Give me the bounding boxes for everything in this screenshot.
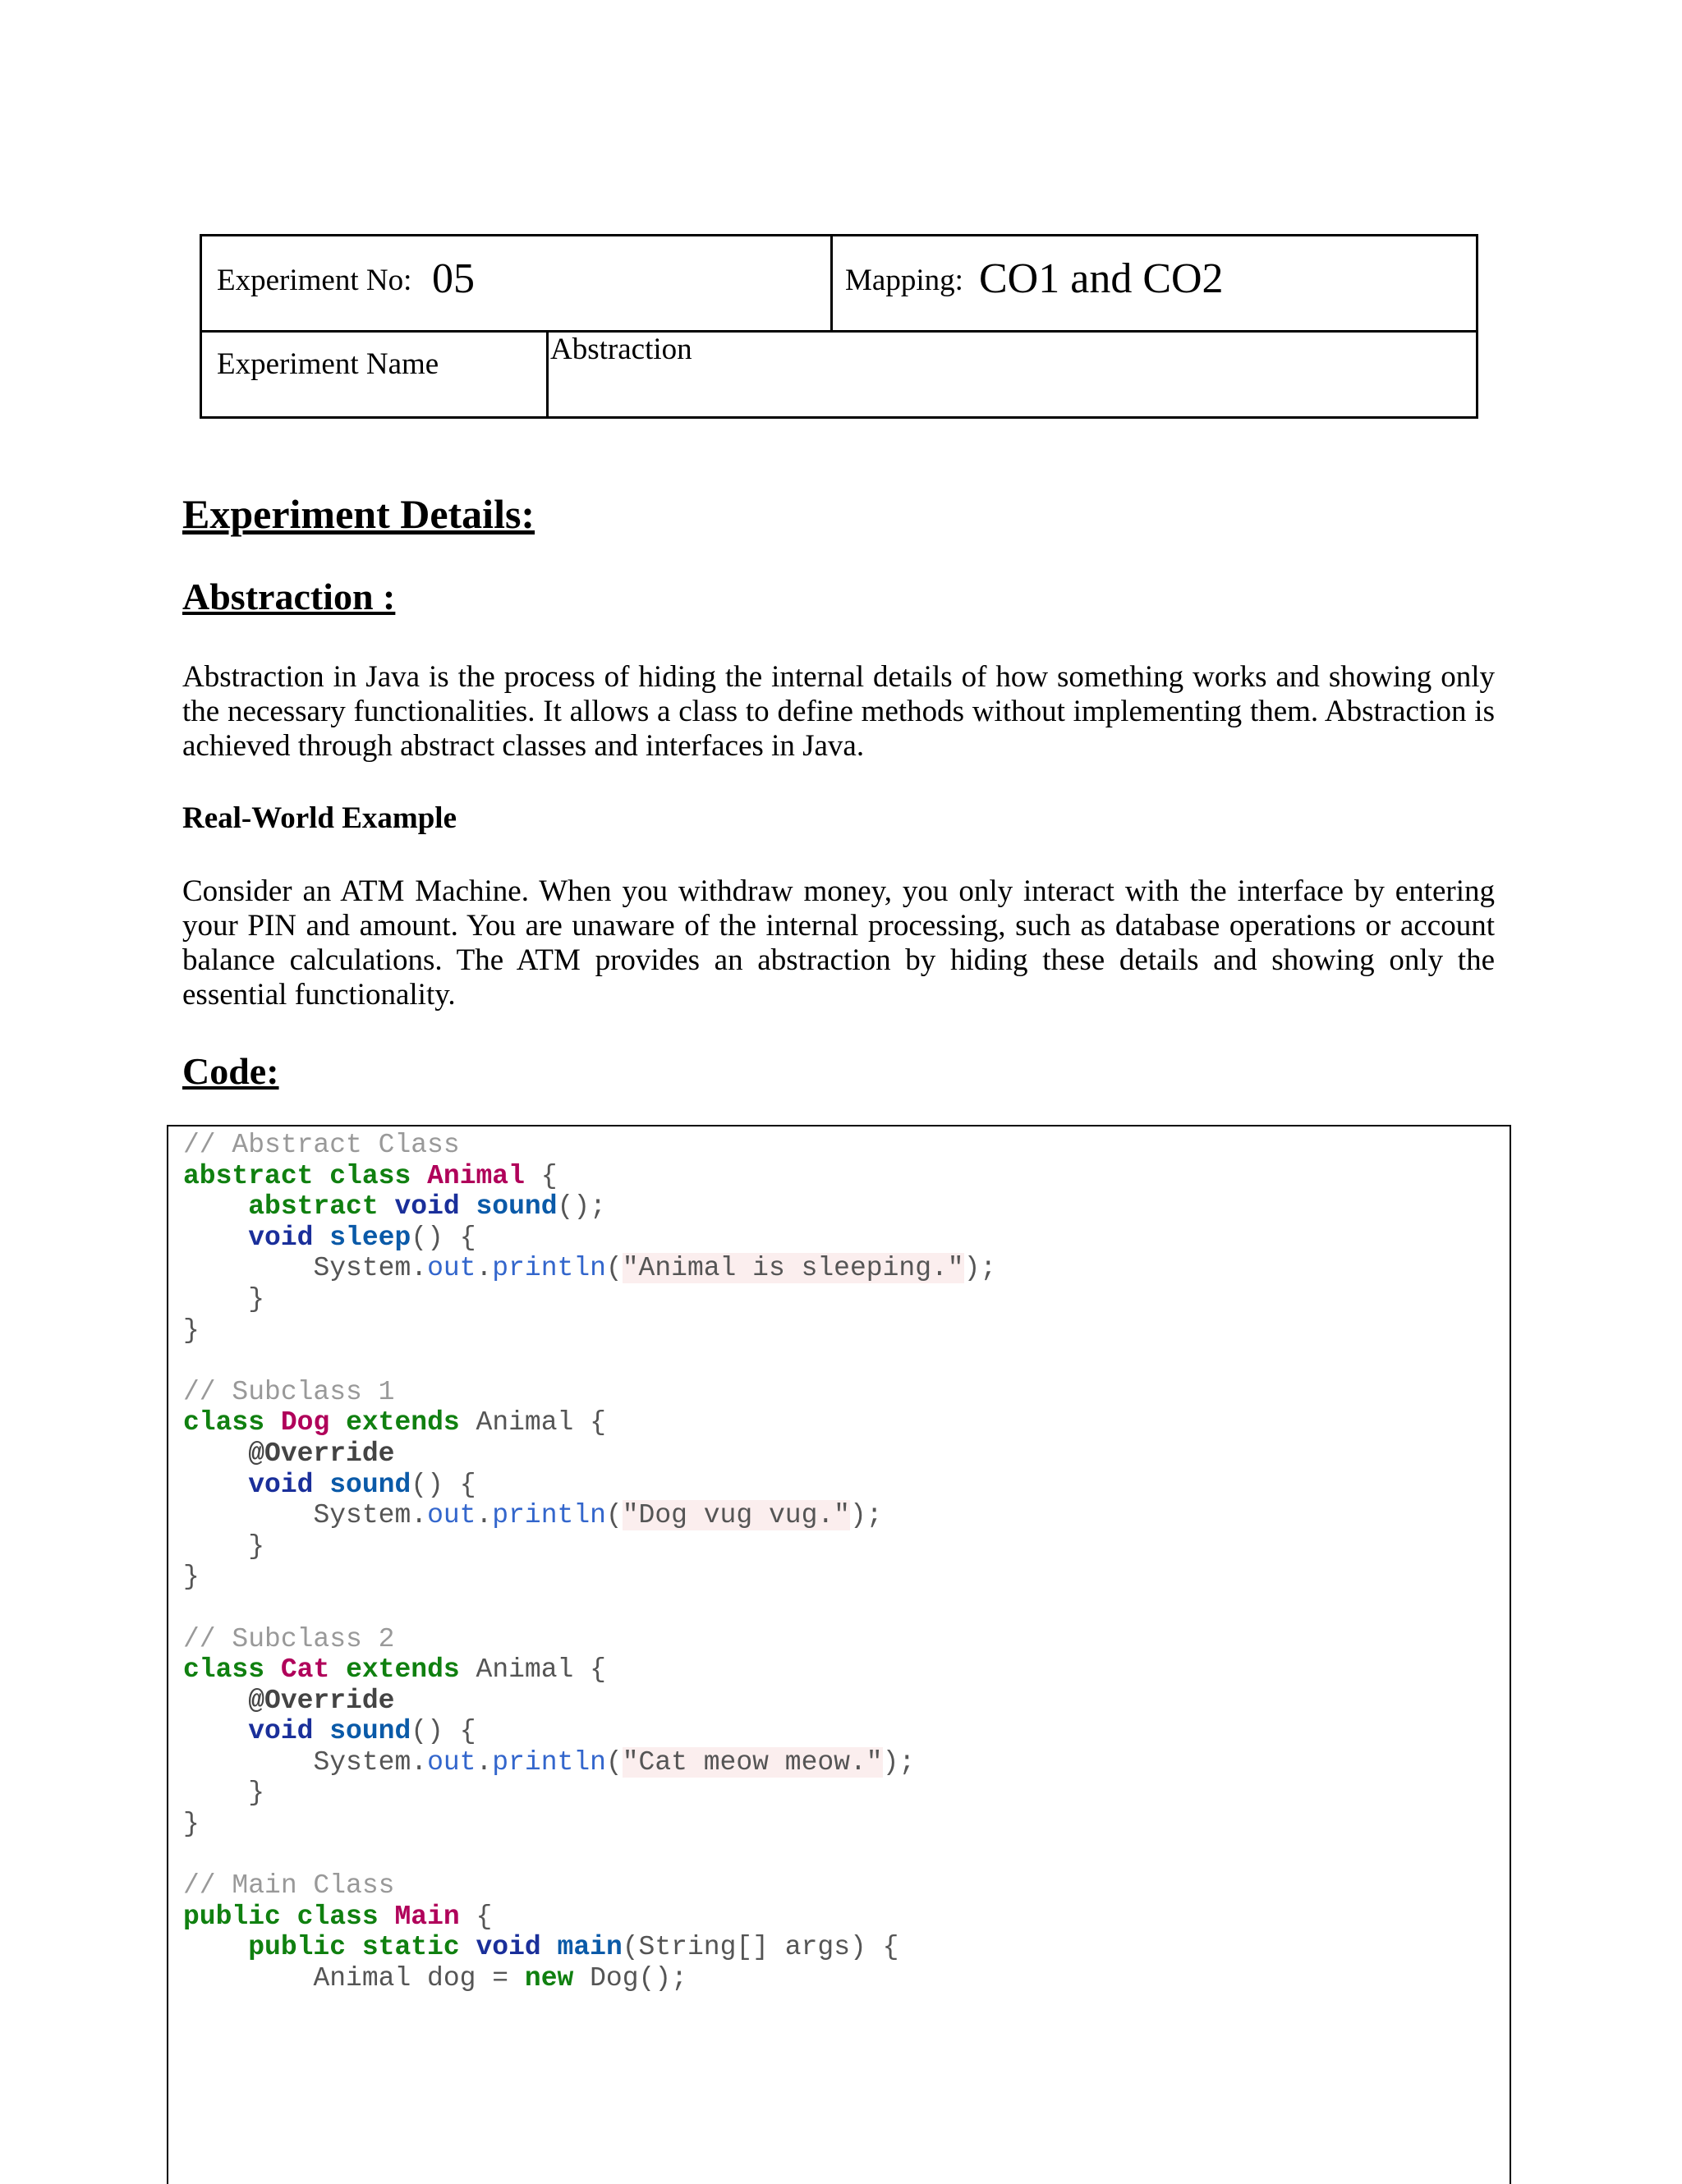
code-string: "Dog vug vug." xyxy=(622,1500,850,1531)
code-heading: Code: xyxy=(182,1050,279,1092)
code-keyword: abstract xyxy=(183,1160,314,1191)
code-keyword: class xyxy=(329,1160,411,1191)
code-keyword: class xyxy=(183,1654,265,1686)
code-function-name: sound xyxy=(329,1716,411,1747)
code-function-name: sound xyxy=(329,1469,411,1500)
code-type: void xyxy=(476,1932,541,1963)
code-comment: // Subclass 1 xyxy=(183,1376,395,1407)
code-text: Dog(); xyxy=(573,1963,687,1994)
atm-example-paragraph: Consider an ATM Machine. When you withdraw money, you only interact with the interface by entering your PIN and amount. You are unaware of the internal processing, such as database operations or account balance calculations. The ATM provides an abstraction by hiding these details and showing only the essential functionality. xyxy=(182,874,1495,1012)
code-listing: // Abstract Class abstract class Animal { abstract void sound(); void sleep() { System.out.println("Animal is sleeping."); } } // Subclass 1 class Dog extends Animal { @Override void sound() { System.out.println("Dog vug vug."); } } // Subclass 2 class Cat extends Animal { @Override void sound() { System.out.println("Cat meow meow."); } } // Main Class public class Main { public static void main(String[] args) { Animal dog = new Dog(); xyxy=(183,1130,997,1994)
mapping-label: Mapping: xyxy=(845,264,963,297)
code-keyword: static xyxy=(361,1932,460,1963)
code-text: Animal xyxy=(476,1407,574,1438)
code-function-name: main xyxy=(557,1932,623,1963)
code-string: "Cat meow meow." xyxy=(622,1746,883,1778)
mapping-cell xyxy=(833,236,1476,330)
code-keyword: public xyxy=(248,1932,347,1963)
code-class-name: Main xyxy=(394,1901,460,1932)
experiment-info-table xyxy=(200,234,1478,419)
code-text: (String[] args) { xyxy=(622,1932,899,1963)
code-type: void xyxy=(248,1716,314,1747)
code-field: out xyxy=(427,1253,476,1284)
code-keyword: new xyxy=(524,1963,574,1994)
code-keyword: extends xyxy=(346,1654,460,1686)
code-function-name: sound xyxy=(476,1191,558,1223)
code-class-name: Dog xyxy=(280,1407,330,1438)
code-method: println xyxy=(492,1746,606,1778)
code-method: println xyxy=(492,1253,606,1284)
abstraction-paragraph: Abstraction in Java is the process of hiding the internal details of how something works and showing only the necessary functionalities. It allows a class to define methods without implementing them. Abstraction is achieved through abstract classes and interfaces in Java. xyxy=(182,660,1495,763)
experiment-number-value: 05 xyxy=(432,255,475,302)
code-keyword: class xyxy=(296,1901,379,1932)
code-field: out xyxy=(427,1500,476,1531)
experiment-number-label: Experiment No: xyxy=(217,264,412,297)
mapping-value: CO1 and CO2 xyxy=(979,255,1224,302)
code-text: System. xyxy=(313,1746,428,1778)
code-type: void xyxy=(248,1469,314,1500)
code-comment: // Abstract Class xyxy=(183,1130,460,1160)
code-annotation: @Override xyxy=(248,1685,395,1716)
code-text: System. xyxy=(313,1500,428,1531)
code-keyword: extends xyxy=(346,1407,460,1438)
code-method: println xyxy=(492,1500,606,1531)
code-type: void xyxy=(248,1222,314,1253)
code-keyword: class xyxy=(183,1407,265,1438)
code-function-name: sleep xyxy=(329,1222,411,1253)
code-annotation: @Override xyxy=(248,1438,395,1469)
code-keyword: abstract xyxy=(248,1191,379,1223)
abstraction-heading: Abstraction : xyxy=(182,576,396,617)
experiment-details-heading: Experiment Details: xyxy=(182,491,535,537)
code-field: out xyxy=(427,1746,476,1778)
code-text: Animal xyxy=(476,1654,574,1686)
code-class-name: Animal xyxy=(427,1160,525,1191)
experiment-name-label: Experiment Name xyxy=(217,347,439,381)
code-keyword: public xyxy=(183,1901,281,1932)
code-text: Animal dog = xyxy=(313,1963,525,1994)
experiment-name-label-cell xyxy=(202,330,549,416)
code-block xyxy=(167,1125,1511,2184)
code-text: System. xyxy=(313,1253,428,1284)
experiment-name-value: Abstraction xyxy=(550,333,692,366)
experiment-name-value-cell xyxy=(549,330,1476,416)
real-world-example-heading: Real-World Example xyxy=(182,801,457,835)
code-string: "Animal is sleeping." xyxy=(622,1253,964,1284)
code-type: void xyxy=(394,1191,460,1223)
code-comment: // Subclass 2 xyxy=(183,1623,395,1654)
experiment-number-cell xyxy=(202,236,833,330)
code-class-name: Cat xyxy=(280,1654,330,1686)
code-comment: // Main Class xyxy=(183,1870,395,1902)
